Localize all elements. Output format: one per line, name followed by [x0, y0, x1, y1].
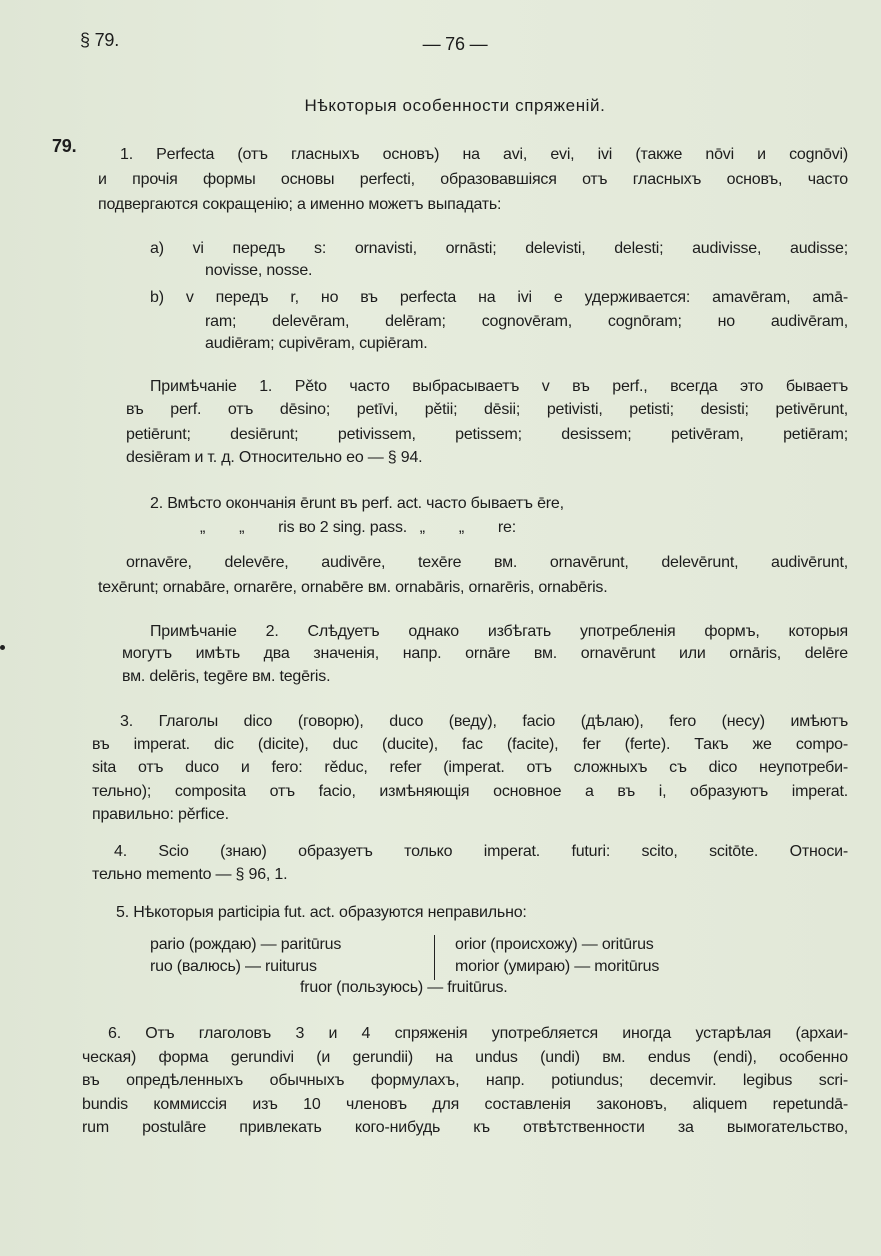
participle-row-last: fruor (пользуюсь) — fruitūrus. — [300, 979, 508, 996]
paragraph-3-line: тельно); composita отъ facio, измѣняющія основное a въ i, образуютъ imperat. — [92, 783, 848, 800]
page-number: — 76 — — [422, 34, 488, 54]
section-header: § 79. — [80, 30, 120, 50]
note-2-line: вм. delēris, tegēre вм. tegēris. — [122, 668, 331, 685]
participle-row-left: ruo (валюсь) — ruiturus — [150, 958, 317, 975]
page-title: Нѣкоторыя особенности спряженій. — [304, 96, 606, 115]
paragraph-2-line: ornavēre, delevēre, audivēre, texēre вм. ornavērunt, delevērunt, audivērunt, — [126, 554, 848, 571]
note-1-line: desiēram и т. д. Относительно eo — § 94. — [126, 449, 423, 466]
scan-mark — [0, 645, 5, 650]
paragraph-6-line: 6. Отъ глаголовъ 3 и 4 спряженія употребляется иногда устарѣлая (архаи- — [108, 1025, 848, 1042]
note-1-line: petiērunt; desiērunt; petivissem, petissem; desissem; petivēram, petiēram; — [126, 426, 848, 443]
paragraph-6-line: rum postulāre привлекать кого-нибудь къ отвѣтственности за вымогательство, — [82, 1119, 848, 1136]
column-divider — [434, 935, 435, 980]
item-b-line: ram; delevēram, delēram; cognovēram, cognōram; но audivēram, — [205, 313, 848, 330]
paragraph-3-line: въ imperat. dic (dicite), duc (ducite), fac (facite), fer (ferte). Такъ же compo- — [92, 736, 848, 753]
paragraph-2-line: „ „ ris во 2 sing. pass. „ „ re: — [200, 519, 516, 536]
note-2-line: могутъ имѣть два значенія, напр. ornāre вм. ornavērunt или ornāris, delēre — [122, 645, 848, 662]
paragraph-3-line: 3. Глаголы dico (говорю), duco (веду), facio (дѣлаю), fero (несу) имѣютъ — [120, 713, 848, 730]
paragraph-6-line: въ опредѣленныхъ обычныхъ формулахъ, напр. potiundus; decemvir. legibus scri- — [82, 1072, 848, 1089]
paragraph-6-line: bundis коммиссія изъ 10 членовъ для составленія законовъ, aliquem repetundā- — [82, 1096, 848, 1113]
paragraph-2-line: 2. Вмѣсто окончанія ērunt въ perf. act. часто бываетъ ēre, — [150, 495, 564, 512]
item-a-line: novisse, nosse. — [205, 262, 313, 279]
paragraph-3-line: sita отъ duco и fero: rěduc, refer (imperat. отъ сложныхъ съ dico неупотреби- — [92, 759, 848, 776]
paragraph-2-line: texērunt; ornabāre, ornarēre, ornabēre вм. ornabāris, ornarēris, ornabēris. — [98, 579, 608, 596]
paragraph-4-line: тельно memento — § 96, 1. — [92, 866, 288, 883]
paragraph-5-intro: 5. Нѣкоторыя participia fut. act. образуются неправильно: — [116, 904, 527, 921]
paragraph-1-line: подвергаются сокращенію; а именно можетъ выпадать: — [98, 196, 502, 213]
participle-row-right: orior (происхожу) — oritūrus — [455, 936, 654, 953]
section-number: 79. — [52, 136, 77, 156]
note-2-line: Примѣчаніе 2. Слѣдуетъ однако избѣгать употребленія формъ, которыя — [150, 623, 848, 640]
item-b-line: b) v передъ r, но въ perfecta на ivi e удерживается: amavēram, amā- — [150, 289, 848, 306]
note-1-line: въ perf. отъ dēsino; petīvi, pětii; dēsii; petivisti, petisti; desisti; petivērunt, — [126, 401, 848, 418]
note-1-line: Примѣчаніе 1. Pěto часто выбрасываетъ v въ perf., всегда это бываетъ — [150, 378, 848, 395]
item-a-line: a) vi передъ s: ornavisti, ornāsti; delevisti, delesti; audivisse, audisse; — [150, 240, 848, 257]
paragraph-3-line: правильно: pěrfice. — [92, 806, 229, 823]
paragraph-4-line: 4. Scio (знаю) образуетъ только imperat. futuri: scito, scitōte. Относи- — [114, 843, 848, 860]
paragraph-6-line: ческая) форма gerundivi (и gerundii) на undus (undi) вм. endus (endi), особенно — [82, 1049, 848, 1066]
item-b-line: audiēram; cupivēram, cupiēram. — [205, 335, 428, 352]
paragraph-1-line: и прочія формы основы perfecti, образовавшіяся отъ гласныхъ основъ, часто — [98, 171, 848, 188]
participle-row-left: pario (рождаю) — paritūrus — [150, 936, 342, 953]
participle-row-right: morior (умираю) — moritūrus — [455, 958, 660, 975]
paragraph-1-line: 1. Perfecta (отъ гласныхъ основъ) на avi, evi, ivi (также nōvi и cognōvi) — [120, 146, 848, 163]
